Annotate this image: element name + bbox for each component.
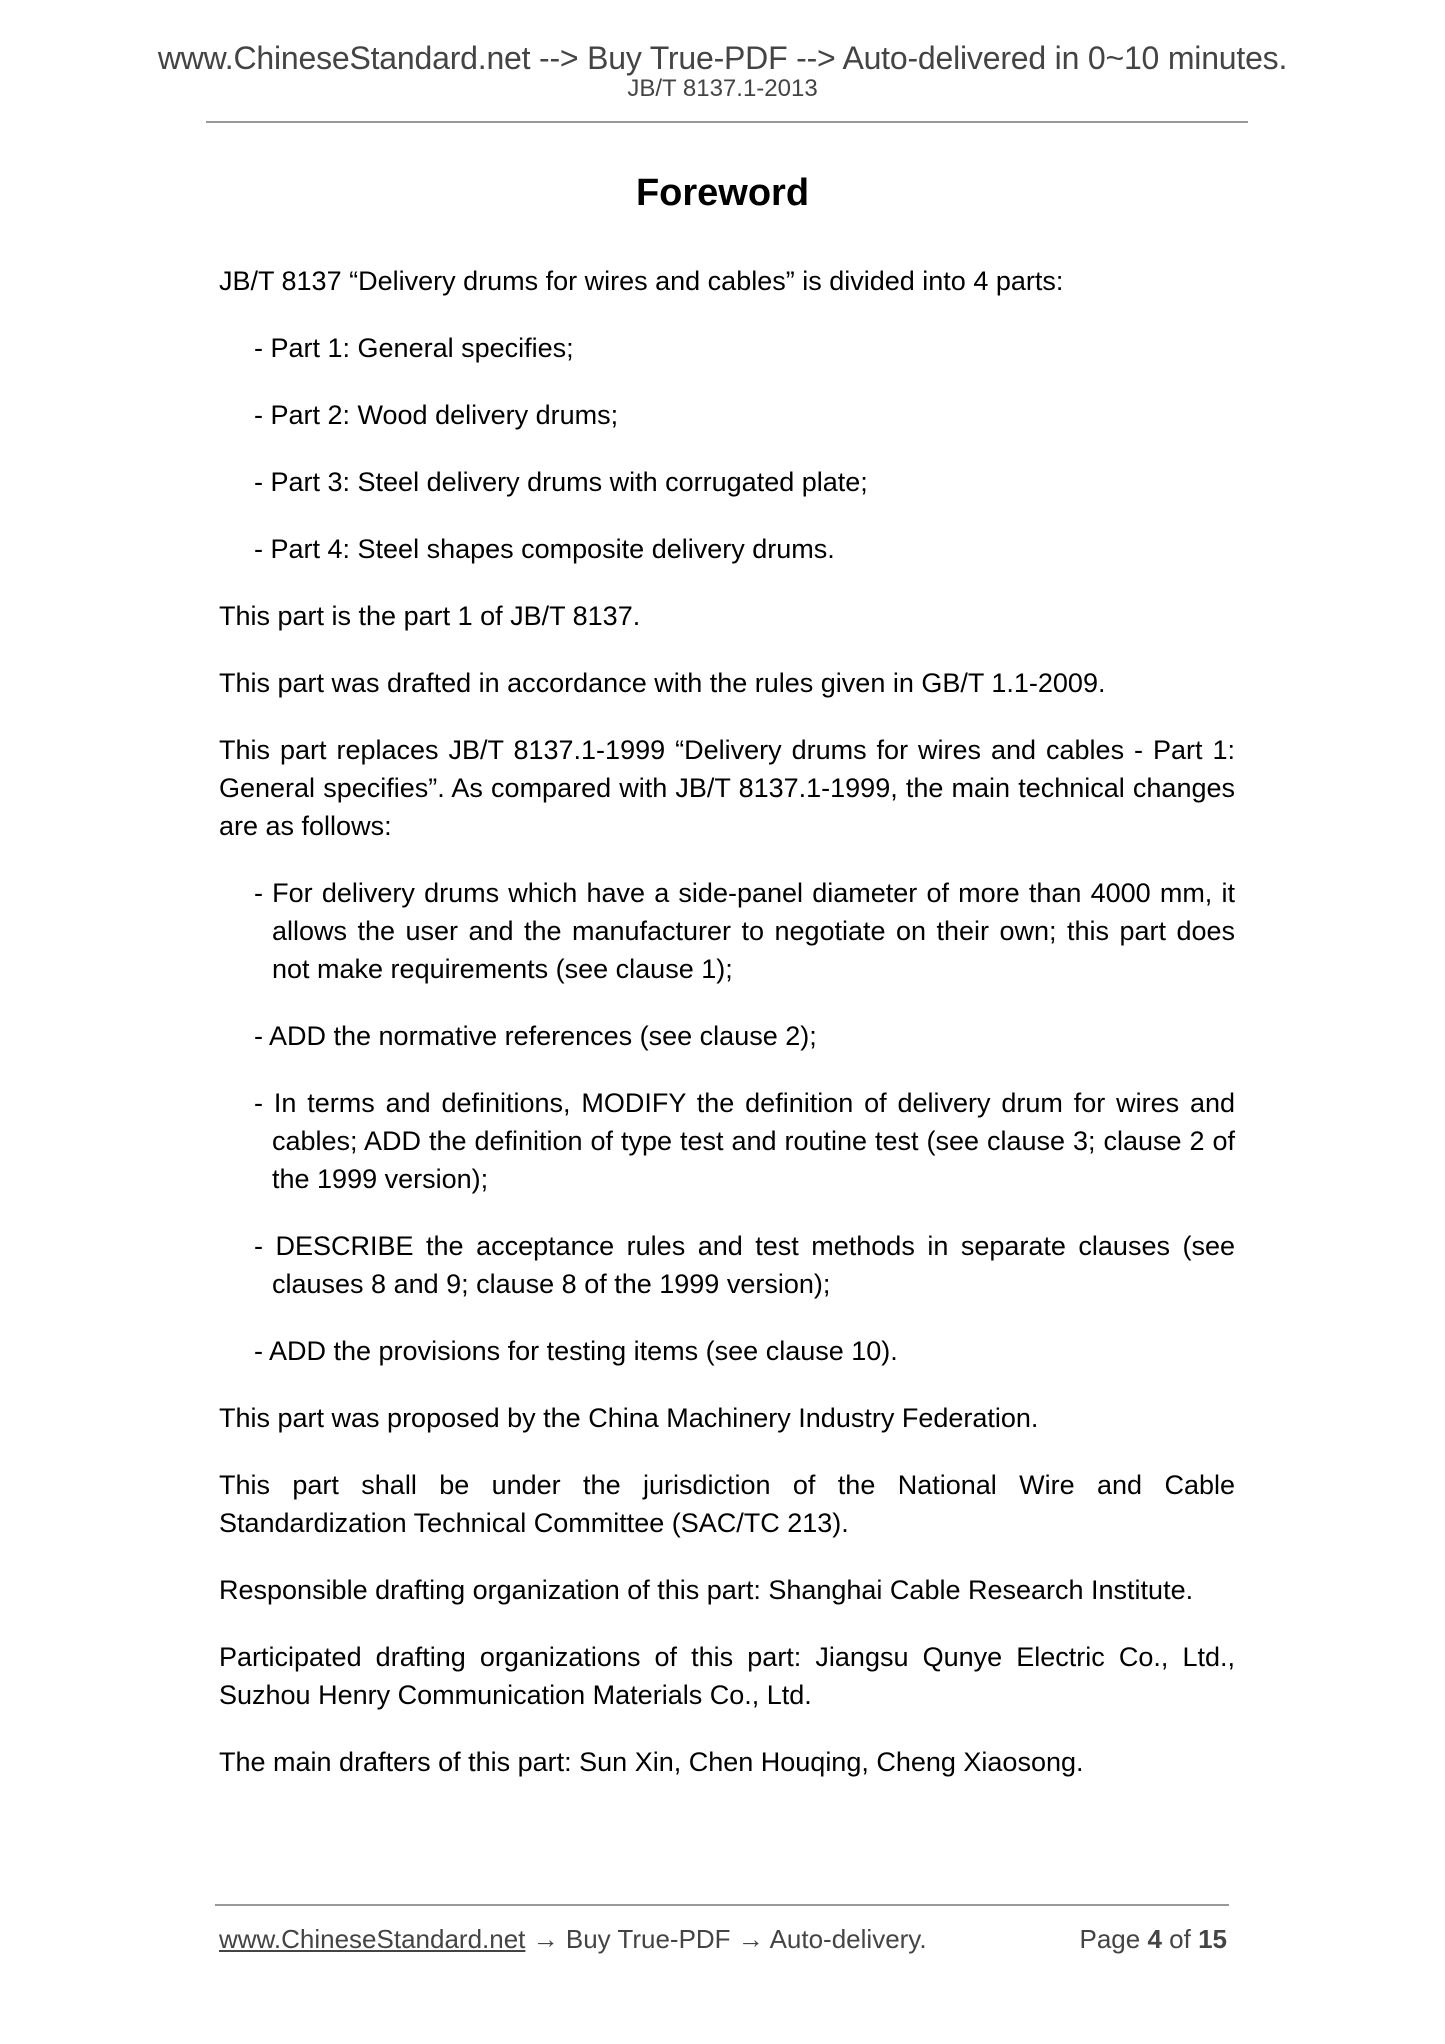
list-item: - Part 4: Steel shapes composite delivery drums. [254, 534, 835, 564]
list-item: - Part 1: General specifies; [254, 333, 574, 363]
foreword-body [219, 262, 1235, 1810]
of-label: of [1169, 1924, 1191, 1954]
page-total: 15 [1198, 1924, 1227, 1954]
page-current: 4 [1147, 1924, 1162, 1954]
paragraph: JB/T 8137 “Delivery drums for wires and cables” is divided into 4 parts: [219, 266, 1064, 296]
list-item: - DESCRIBE the acceptance rules and test methods in separate clauses (see clauses 8 and 9; clause 8 of the 1999 version); [254, 1231, 1235, 1299]
header-divider [206, 121, 1248, 123]
paragraph: This part is the part 1 of JB/T 8137. [219, 601, 641, 631]
list-item: - Part 3: Steel delivery drums with corrugated plate; [254, 467, 868, 497]
footer-tagline: → Buy True-PDF → Auto-delivery. [525, 1924, 927, 1954]
document-id: JB/T 8137.1-2013 [627, 75, 818, 102]
list-item: - ADD the provisions for testing items (see clause 10). [254, 1336, 898, 1366]
paragraph: This part shall be under the jurisdiction of the National Wire and Cable Standardization Technical Committee (SAC/TC 213). [219, 1470, 1235, 1538]
page-label: Page [1079, 1924, 1141, 1954]
footer-site-link[interactable]: www.ChineseStandard.net [219, 1924, 526, 1954]
paragraph: This part was proposed by the China Machinery Industry Federation. [219, 1403, 1039, 1433]
paragraph: This part was drafted in accordance with the rules given in GB/T 1.1-2009. [219, 668, 1106, 698]
footer-divider [215, 1904, 1229, 1906]
list-item: - ADD the normative references (see clause 2); [254, 1021, 817, 1051]
paragraph: Participated drafting organizations of this part: Jiangsu Qunye Electric Co., Ltd., Suzhou Henry Communication Materials Co., Ltd. [219, 1642, 1235, 1710]
page-indicator [1079, 1924, 1227, 1955]
page-title: Foreword [635, 172, 810, 214]
footer-left [219, 1924, 927, 1955]
paragraph: This part replaces JB/T 8137.1-1999 “Delivery drums for wires and cables - Part 1: General specifies”. As compared with JB/T 8137.1-1999, the main technical changes are as follows: [219, 735, 1235, 841]
list-item: - Part 2: Wood delivery drums; [254, 400, 619, 430]
paragraph: The main drafters of this part: Sun Xin, Chen Houqing, Cheng Xiaosong. [219, 1747, 1084, 1777]
header-banner: www.ChineseStandard.net --> Buy True-PDF --> Auto-delivered in 0~10 minutes. [157, 40, 1288, 76]
list-item: - In terms and definitions, MODIFY the definition of delivery drum for wires and cables; ADD the definition of type test and routine test (see clause 3; clause 2 of the 1999 version); [254, 1088, 1235, 1194]
list-item: - For delivery drums which have a side-panel diameter of more than 4000 mm, it allows the user and the manufacturer to negotiate on their own; this part does not make requirements (see clause 1); [254, 878, 1235, 984]
paragraph: Responsible drafting organization of this part: Shanghai Cable Research Institute. [219, 1575, 1194, 1605]
footer [219, 1924, 1227, 1955]
